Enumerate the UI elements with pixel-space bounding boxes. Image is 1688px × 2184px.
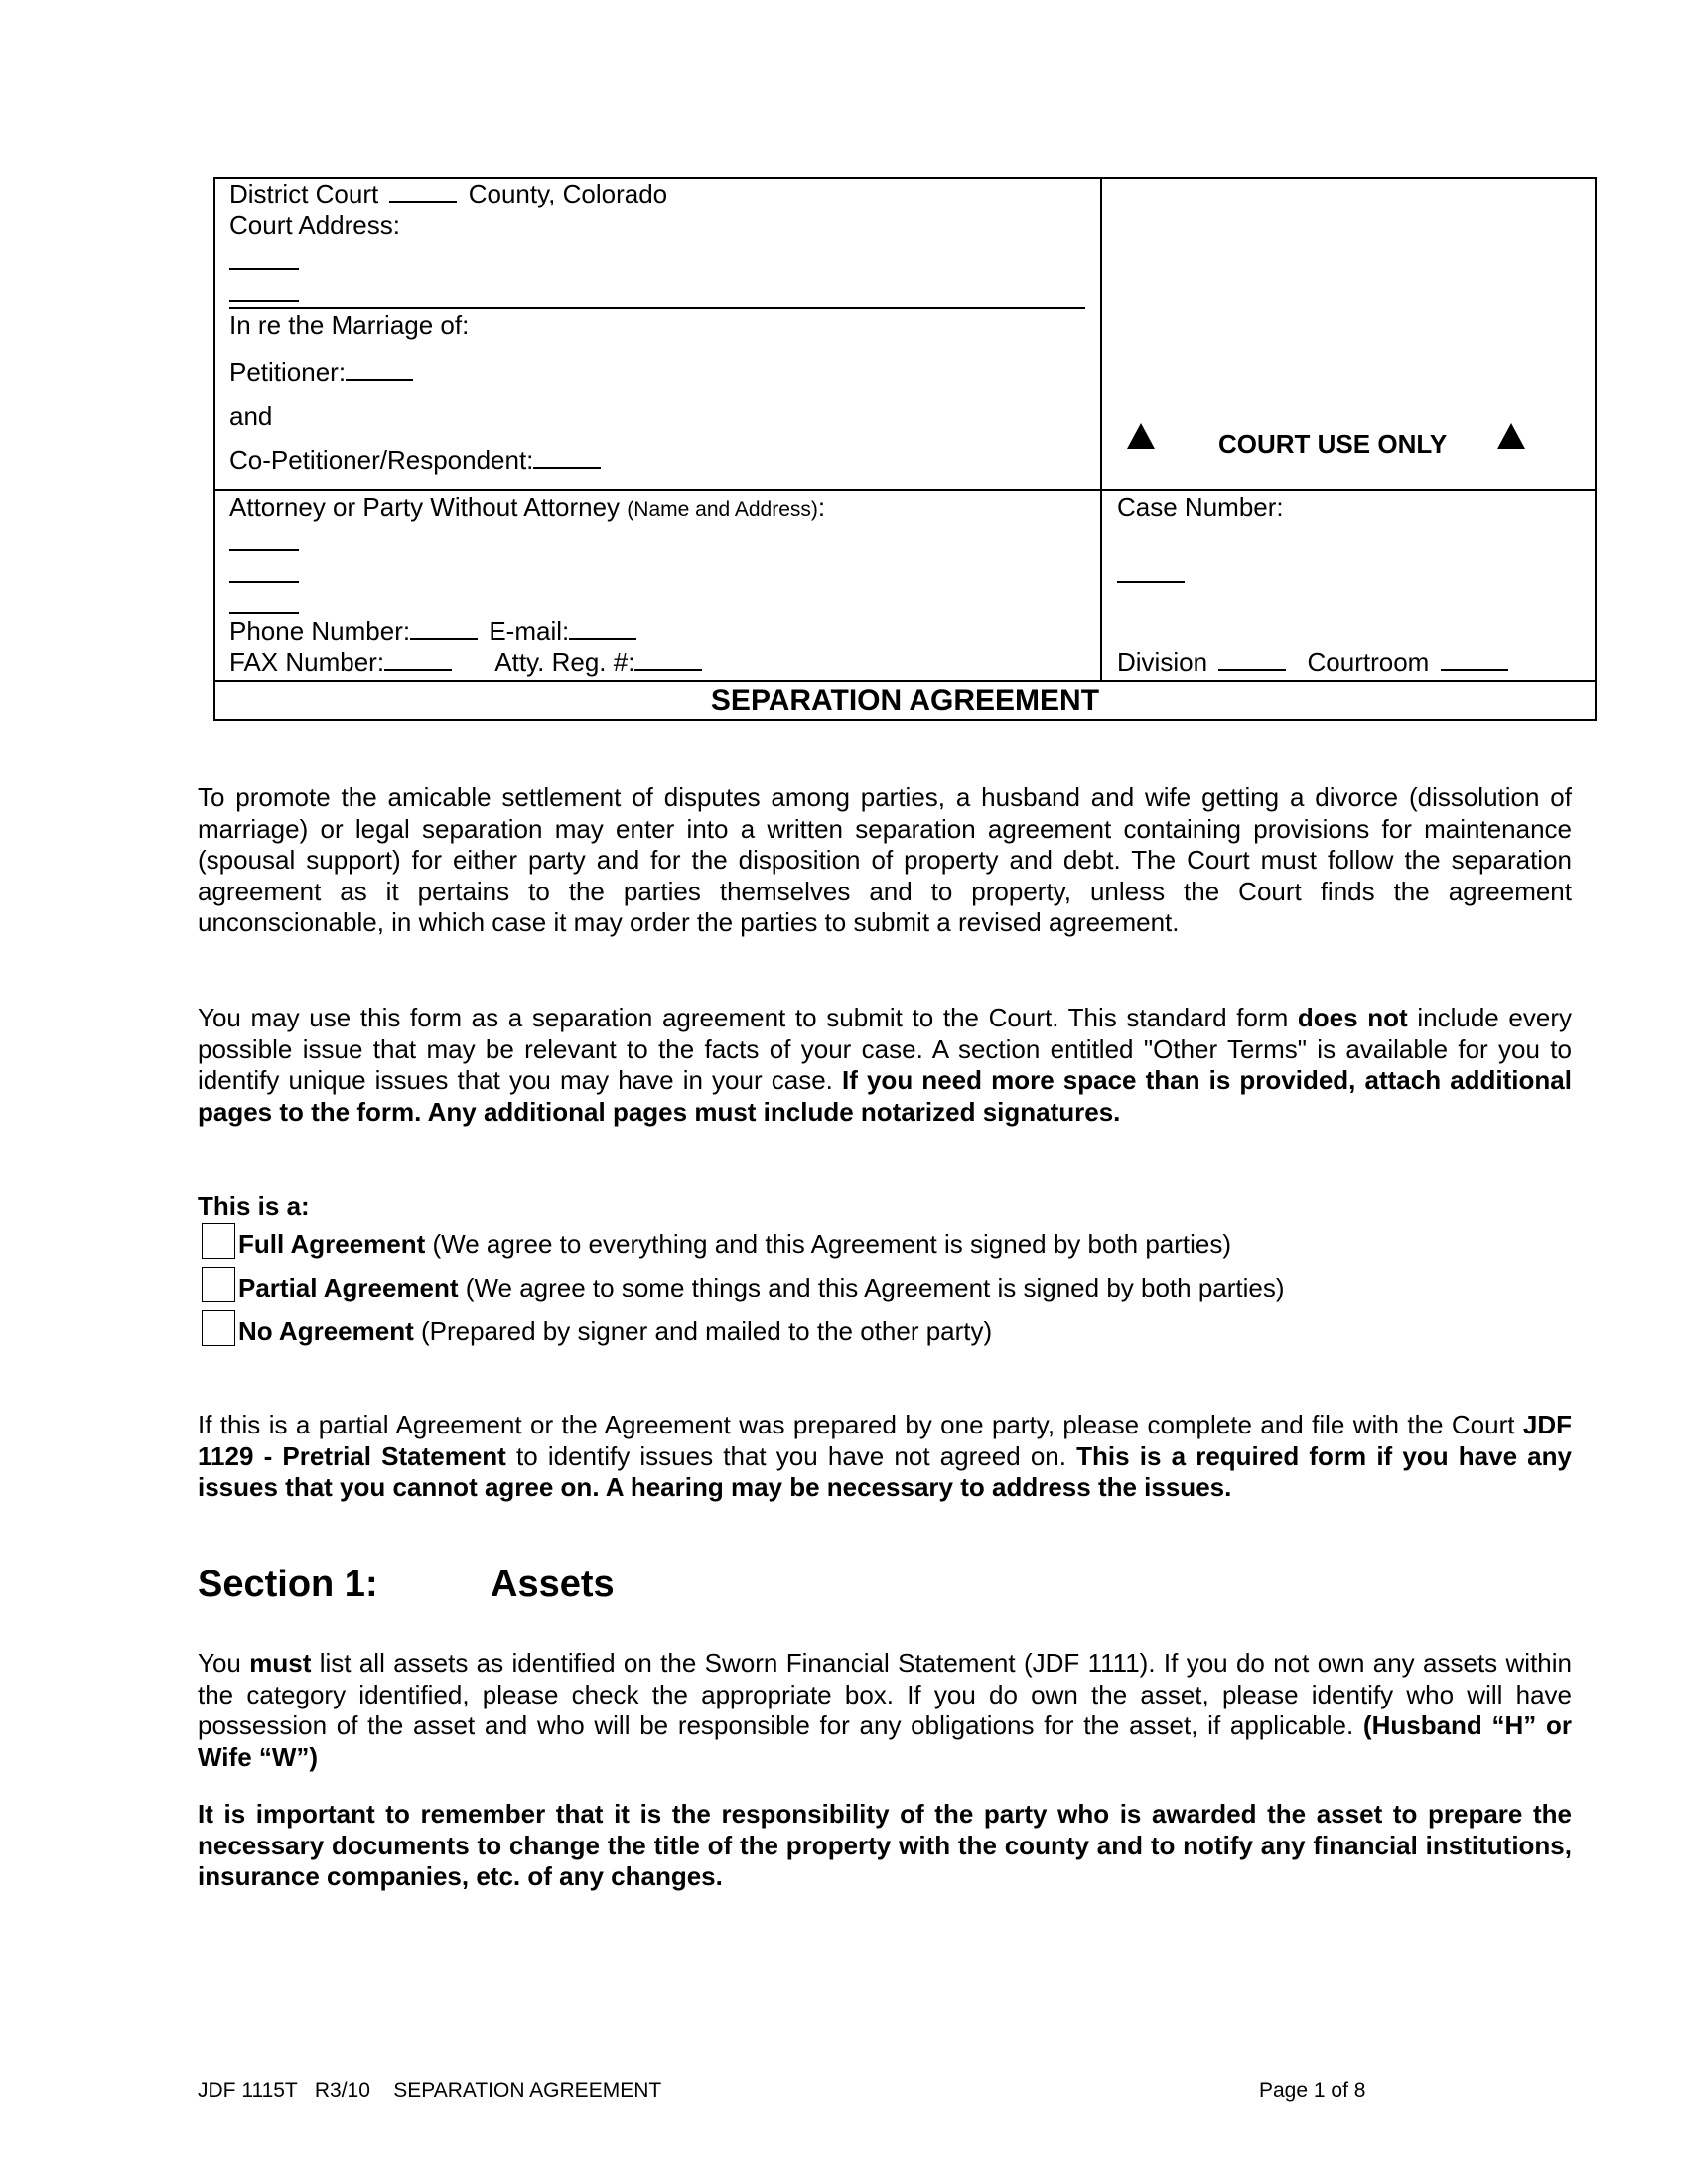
attorney-blank-2[interactable] xyxy=(229,581,299,583)
case-number-blank[interactable] xyxy=(1117,581,1185,583)
section-1-title: Assets xyxy=(491,1564,615,1605)
attorney-blank-3[interactable] xyxy=(229,612,299,614)
division-blank[interactable] xyxy=(1218,669,1286,671)
atty-reg-blank[interactable] xyxy=(634,669,702,671)
partial-agreement-label: Partial Agreement (We agree to some things and this Agreement is signed by both parties) xyxy=(238,1273,1285,1302)
footer-form-id: JDF 1115T R3/10 SEPARATION AGREEMENT xyxy=(198,2079,662,2102)
fax-reg-line: FAX Number: Atty. Reg. #: xyxy=(229,647,702,677)
case-number-label: Case Number: xyxy=(1117,492,1284,522)
court-county-line: District Court County, Colorado xyxy=(229,179,668,208)
court-address-label: Court Address: xyxy=(229,210,400,240)
section-1-paragraph-2: It is important to remember that it is the responsibility of the party who is awarded the asset to prepare the necessary documents to change the title of the property with the county and to notify any financial institutions, insurance companies, etc. of any changes. xyxy=(198,1799,1572,1891)
attorney-label: Attorney or Party Without Attorney (Name and Address): xyxy=(229,492,826,522)
court-address-blank-1[interactable] xyxy=(229,268,299,270)
this-is-a-heading: This is a: xyxy=(198,1191,310,1221)
form-title: SEPARATION AGREEMENT xyxy=(710,684,1100,717)
partial-agreement-checkbox[interactable] xyxy=(202,1267,235,1302)
division-courtroom-line: Division Courtroom xyxy=(1117,647,1508,677)
and-text: and xyxy=(229,401,273,431)
partial-agreement-note: If this is a partial Agreement or the Agreement was prepared by one party, please complete and file with the Court JDF 1129 - Pretrial Statement to identify issues that you have not agreed on. This is a required form if you have any issues that you cannot agree on. A hearing may be necessary to address the issues. xyxy=(198,1410,1572,1502)
fax-blank[interactable] xyxy=(384,669,452,671)
intro-paragraph-2: You may use this form as a separation agreement to submit to the Court. This standard form does not include every possible issue that may be relevant to the facts of your case. A section entitled "Other Terms" is available for you to identify unique issues that you may have in your case. If you need more space than is provided, attach additional pages to the form. Any additional pages must include notarized signatures. xyxy=(198,1003,1572,1127)
phone-email-line: Phone Number: E-mail: xyxy=(229,616,636,646)
county-blank[interactable] xyxy=(389,201,457,203)
phone-blank[interactable] xyxy=(410,638,478,640)
intro-paragraph-1: To promote the amicable settlement of disputes among parties, a husband and wife getting a divorce (dissolution of marriage) or legal separation may enter into a written separation agreement containing provisions for maintenance (spousal support) for either party and for the disposition of property and debt. The Court must follow the separation agreement as it pertains to the parties themselves and to property, unless the Court finds the agreement unconscionable, in which case it may order the parties to submit a revised agreement. xyxy=(198,782,1572,937)
triangle-right-icon xyxy=(1497,423,1525,449)
no-agreement-checkbox[interactable] xyxy=(202,1310,235,1346)
co-petitioner-line: Co-Petitioner/Respondent: xyxy=(229,445,601,475)
courtroom-blank[interactable] xyxy=(1441,669,1508,671)
no-agreement-label: No Agreement (Prepared by signer and mailed to the other party) xyxy=(238,1316,993,1346)
triangle-left-icon xyxy=(1127,423,1155,449)
full-agreement-checkbox[interactable] xyxy=(202,1223,235,1259)
petitioner-blank[interactable] xyxy=(346,379,413,381)
co-petitioner-blank[interactable] xyxy=(533,467,601,469)
attorney-blank-1[interactable] xyxy=(229,549,299,551)
court-address-blank-2[interactable] xyxy=(229,300,299,302)
section-1-number: Section 1: xyxy=(198,1564,378,1605)
footer-page-number: Page 1 of 8 xyxy=(1259,2079,1366,2102)
email-blank[interactable] xyxy=(569,638,636,640)
section-1-paragraph-1: You must list all assets as identified on the Sworn Financial Statement (JDF 1111). If you do not own any assets within the category identified, please check the appropriate box. If you do own the asset, please identify who will have possession of the asset and who will be responsible for any obligations for the asset, if applicable. (Husband “H” or Wife “W”) xyxy=(198,1648,1572,1772)
full-agreement-label: Full Agreement (We agree to everything and this Agreement is signed by both parties) xyxy=(238,1229,1232,1259)
in-re-marriage: In re the Marriage of: xyxy=(229,310,470,340)
court-use-only: COURT USE ONLY xyxy=(1218,429,1448,459)
petitioner-line: Petitioner: xyxy=(229,357,413,387)
